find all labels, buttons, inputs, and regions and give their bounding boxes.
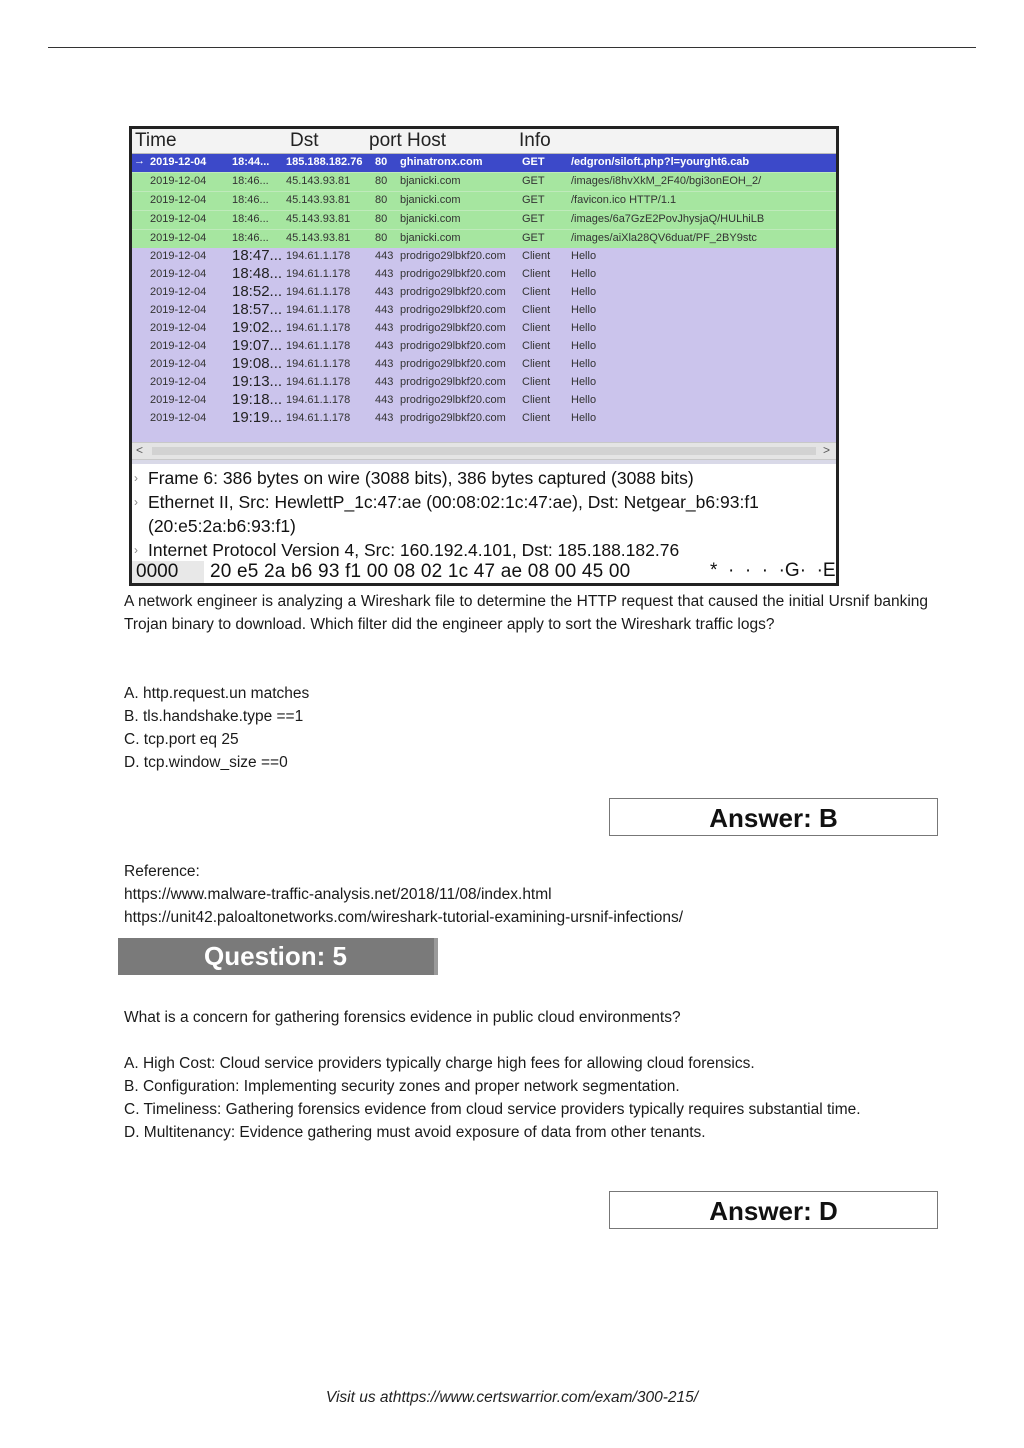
packet-row[interactable] (132, 410, 836, 428)
packet-dst-cell: 194.61.1.178 (286, 322, 351, 334)
packet-time-cell: 18:46... (232, 194, 269, 206)
packet-dst-cell: 194.61.1.178 (286, 394, 351, 406)
packet-time-cell: 18:44... (232, 156, 270, 168)
packet-date-cell: 2019-12-04 (150, 250, 207, 262)
packet-row[interactable] (132, 284, 836, 302)
packet-time-cell: 18:46... (232, 213, 269, 225)
packet-row[interactable] (132, 191, 836, 210)
scrollbar-track[interactable] (152, 447, 816, 455)
packet-host-cell: bjanicki.com (400, 175, 461, 187)
packet-host-cell: prodrigo29lbkf20.com (400, 250, 506, 262)
packet-date-cell: 2019-12-04 (150, 340, 207, 352)
packet-host-cell: prodrigo29lbkf20.com (400, 394, 506, 406)
packet-port-cell: 443 (375, 358, 394, 370)
packet-list-header (132, 129, 836, 154)
packet-dst-cell: 194.61.1.178 (286, 358, 351, 370)
packet-dst-cell: 45.143.93.81 (286, 232, 351, 244)
horizontal-scrollbar[interactable] (132, 442, 836, 460)
packet-port-cell: 80 (375, 156, 388, 168)
packet-info1-cell: GET (522, 213, 545, 225)
packet-info1-cell: Client (522, 376, 551, 388)
packet-row[interactable] (132, 374, 836, 392)
packet-port-cell: 443 (375, 304, 394, 316)
column-host: Host (407, 130, 447, 151)
hex-bytes: 20 e5 2a b6 93 f1 00 08 02 1c 47 ae 08 00 45 00 (210, 561, 631, 582)
packet-host-cell: prodrigo29lbkf20.com (400, 304, 506, 316)
packet-port-cell: 443 (375, 394, 394, 406)
packet-date-cell: 2019-12-04 (150, 194, 207, 206)
packet-time-cell: 18:57... (232, 301, 283, 318)
expand-chevron-icon: › (134, 471, 138, 485)
reference-link-2[interactable]: https://unit42.paloaltonetworks.com/wireshark-tutorial-examining-ursnif-infections/ (124, 909, 684, 926)
q4-options (124, 682, 928, 774)
q4-reference (124, 860, 928, 929)
packet-info1-cell: GET (522, 232, 545, 244)
packet-date-cell: 2019-12-04 (150, 394, 207, 406)
packet-row[interactable] (132, 154, 836, 172)
packet-info1-cell: Client (522, 412, 551, 424)
packet-row[interactable] (132, 356, 836, 374)
packet-info2-cell: Hello (571, 412, 597, 424)
packet-time-cell: 18:46... (232, 232, 269, 244)
packet-time-cell: 18:52... (232, 283, 283, 300)
packet-port-cell: 443 (375, 250, 394, 262)
packet-port-cell: 80 (375, 194, 388, 206)
packet-dst-cell: 45.143.93.81 (286, 175, 351, 187)
question-5-header: Question: 5 (118, 938, 438, 975)
expand-chevron-icon: › (134, 543, 138, 557)
detail-frame[interactable]: › Frame 6: 386 bytes on wire (3088 bits), 386 bytes captured (3088 bits) (134, 468, 694, 488)
packet-port-cell: 443 (375, 412, 394, 424)
packet-info1-cell: Client (522, 268, 551, 280)
q5-answer-box: Answer: D (609, 1191, 938, 1229)
packet-info2-cell: /images/6a7GzE2PovJhysjaQ/HULhiLB (571, 213, 765, 225)
packet-host-cell: bjanicki.com (400, 213, 461, 225)
packet-time-cell: 19:13... (232, 373, 283, 390)
scroll-left-icon[interactable]: < (136, 443, 144, 457)
packet-info2-cell: Hello (571, 268, 597, 280)
packet-dst-cell: 194.61.1.178 (286, 286, 351, 298)
packet-date-cell: 2019-12-04 (150, 322, 207, 334)
packet-info2-cell: Hello (571, 358, 597, 370)
packet-dst-cell: 185.188.182.76 (286, 156, 363, 168)
packet-dst-cell: 45.143.93.81 (286, 194, 351, 206)
packet-time-cell: 19:18... (232, 391, 283, 408)
packet-row[interactable] (132, 248, 836, 266)
packet-info1-cell: GET (522, 194, 545, 206)
q4-option-c: C. tcp.port eq 25 (124, 731, 239, 748)
packet-time-cell: 19:02... (232, 319, 283, 336)
packet-date-cell: 2019-12-04 (150, 232, 207, 244)
q5-option-d: D. Multitenancy: Evidence gathering must avoid exposure of data from other tenants. (124, 1124, 706, 1141)
packet-info1-cell: GET (522, 156, 545, 168)
packet-host-cell: prodrigo29lbkf20.com (400, 412, 506, 424)
packet-date-cell: 2019-12-04 (150, 358, 207, 370)
packet-info2-cell: /images/aiXla28QV6duat/PF_2BY9stc (571, 232, 757, 244)
top-rule (48, 47, 976, 48)
packet-info2-cell: Hello (571, 250, 597, 262)
detail-ethernet[interactable]: › Ethernet II, Src: HewlettP_1c:47:ae (00:08:02:1c:47:ae), Dst: Netgear_b6:93:f1 (134, 492, 759, 512)
packet-info1-cell: Client (522, 394, 551, 406)
packet-port-cell: 80 (375, 213, 388, 225)
q5-option-c: C. Timeliness: Gathering forensics evidence from cloud service providers typically requires substantial time. (124, 1101, 861, 1118)
hex-dump (132, 561, 836, 583)
expand-chevron-icon: › (134, 495, 138, 509)
packet-row[interactable] (132, 210, 836, 229)
detail-ethernet-cont: (20:e5:2a:b6:93:f1) (148, 516, 296, 536)
packet-port-cell: 80 (375, 232, 388, 244)
packet-date-cell: 2019-12-04 (150, 304, 207, 316)
packet-row[interactable] (132, 392, 836, 410)
packet-info1-cell: Client (522, 286, 551, 298)
packet-info2-cell: Hello (571, 340, 597, 352)
packet-host-cell: bjanicki.com (400, 194, 461, 206)
packet-time-cell: 18:47... (232, 247, 283, 264)
packet-time-cell: 19:19... (232, 409, 283, 426)
selected-marker-icon: → (134, 155, 145, 167)
packet-host-cell: prodrigo29lbkf20.com (400, 376, 506, 388)
packet-info1-cell: Client (522, 250, 551, 262)
packet-date-cell: 2019-12-04 (150, 376, 207, 388)
packet-dst-cell: 194.61.1.178 (286, 268, 351, 280)
scroll-right-icon[interactable]: > (822, 443, 830, 457)
packet-info1-cell: Client (522, 322, 551, 334)
packet-list (132, 154, 836, 442)
q4-option-a: A. http.request.un matches (124, 685, 310, 702)
packet-info2-cell: /favicon.ico HTTP/1.1 (571, 194, 677, 206)
column-info: Info (519, 130, 551, 151)
packet-host-cell: prodrigo29lbkf20.com (400, 268, 506, 280)
packet-row[interactable] (132, 172, 836, 191)
packet-dst-cell: 194.61.1.178 (286, 412, 351, 424)
q5-option-a: A. High Cost: Cloud service providers typically charge high fees for allowing cloud forensics. (124, 1055, 755, 1072)
packet-time-cell: 18:46... (232, 175, 269, 187)
packet-port-cell: 80 (375, 175, 388, 187)
packet-port-cell: 443 (375, 268, 394, 280)
packet-host-cell: prodrigo29lbkf20.com (400, 358, 506, 370)
packet-details (132, 464, 836, 562)
column-time: Time (135, 130, 177, 151)
packet-info2-cell: /images/i8hvXkM_2F40/bgi3onEOH_2/ (571, 175, 762, 187)
packet-port-cell: 443 (375, 376, 394, 388)
q4-option-d: D. tcp.window_size ==0 (124, 754, 288, 771)
packet-host-cell: prodrigo29lbkf20.com (400, 322, 506, 334)
hex-ascii: * · · · ·G· ·E (710, 560, 836, 581)
packet-info1-cell: Client (522, 304, 551, 316)
packet-row[interactable] (132, 338, 836, 356)
q5-option-b: B. Configuration: Implementing security zones and proper network segmentation. (124, 1078, 680, 1095)
q5-question: What is a concern for gathering forensics evidence in public cloud environments? (124, 1009, 681, 1026)
packet-row[interactable] (132, 266, 836, 284)
packet-dst-cell: 194.61.1.178 (286, 376, 351, 388)
q5-options (124, 1052, 928, 1144)
packet-date-cell: 2019-12-04 (150, 412, 207, 424)
packet-info1-cell: GET (522, 175, 545, 187)
packet-info2-cell: Hello (571, 304, 597, 316)
packet-date-cell: 2019-12-04 (150, 213, 207, 225)
packet-info2-cell: Hello (571, 322, 597, 334)
packet-info2-cell: Hello (571, 376, 597, 388)
packet-dst-cell: 45.143.93.81 (286, 213, 351, 225)
packet-time-cell: 18:48... (232, 265, 283, 282)
packet-info2-cell: Hello (571, 286, 597, 298)
packet-host-cell: ghinatronx.com (400, 156, 483, 168)
reference-label: Reference: (124, 863, 200, 880)
packet-dst-cell: 194.61.1.178 (286, 340, 351, 352)
packet-date-cell: 2019-12-04 (150, 156, 207, 168)
packet-row[interactable] (132, 302, 836, 320)
packet-row[interactable] (132, 229, 836, 248)
packet-port-cell: 443 (375, 286, 394, 298)
wireshark-screenshot (129, 126, 839, 586)
packet-info2-cell: /edgron/siloft.php?l=yourght6.cab (571, 156, 750, 168)
packet-info1-cell: Client (522, 340, 551, 352)
packet-info2-cell: Hello (571, 394, 597, 406)
packet-dst-cell: 194.61.1.178 (286, 250, 351, 262)
packet-port-cell: 443 (375, 322, 394, 334)
packet-port-cell: 443 (375, 340, 394, 352)
packet-time-cell: 19:07... (232, 337, 283, 354)
packet-date-cell: 2019-12-04 (150, 268, 207, 280)
column-dst: Dst (290, 130, 319, 151)
packet-row[interactable] (132, 320, 836, 338)
packet-host-cell: prodrigo29lbkf20.com (400, 340, 506, 352)
hex-offset: 0000 (132, 561, 204, 583)
column-port: port (369, 130, 402, 151)
packet-dst-cell: 194.61.1.178 (286, 304, 351, 316)
packet-date-cell: 2019-12-04 (150, 175, 207, 187)
packet-date-cell: 2019-12-04 (150, 286, 207, 298)
packet-host-cell: bjanicki.com (400, 232, 461, 244)
packet-host-cell: prodrigo29lbkf20.com (400, 286, 506, 298)
q4-answer-box: Answer: B (609, 798, 938, 836)
packet-info1-cell: Client (522, 358, 551, 370)
reference-link-1[interactable]: https://www.malware-traffic-analysis.net/2018/11/08/index.html (124, 886, 552, 903)
detail-ip[interactable]: › Internet Protocol Version 4, Src: 160.192.4.101, Dst: 185.188.182.76 (134, 540, 680, 560)
q4-option-b: B. tls.handshake.type ==1 (124, 708, 304, 725)
q4-question: A network engineer is analyzing a Wireshark file to determine the HTTP request that caused the initial Ursnif banking Trojan binary to download. Which filter did the engineer apply to sort the Wireshark traffic logs? (124, 593, 928, 633)
footer-link[interactable]: Visit us athttps://www.certswarrior.com/exam/300-215/ (325, 1389, 699, 1406)
packet-time-cell: 19:08... (232, 355, 283, 372)
